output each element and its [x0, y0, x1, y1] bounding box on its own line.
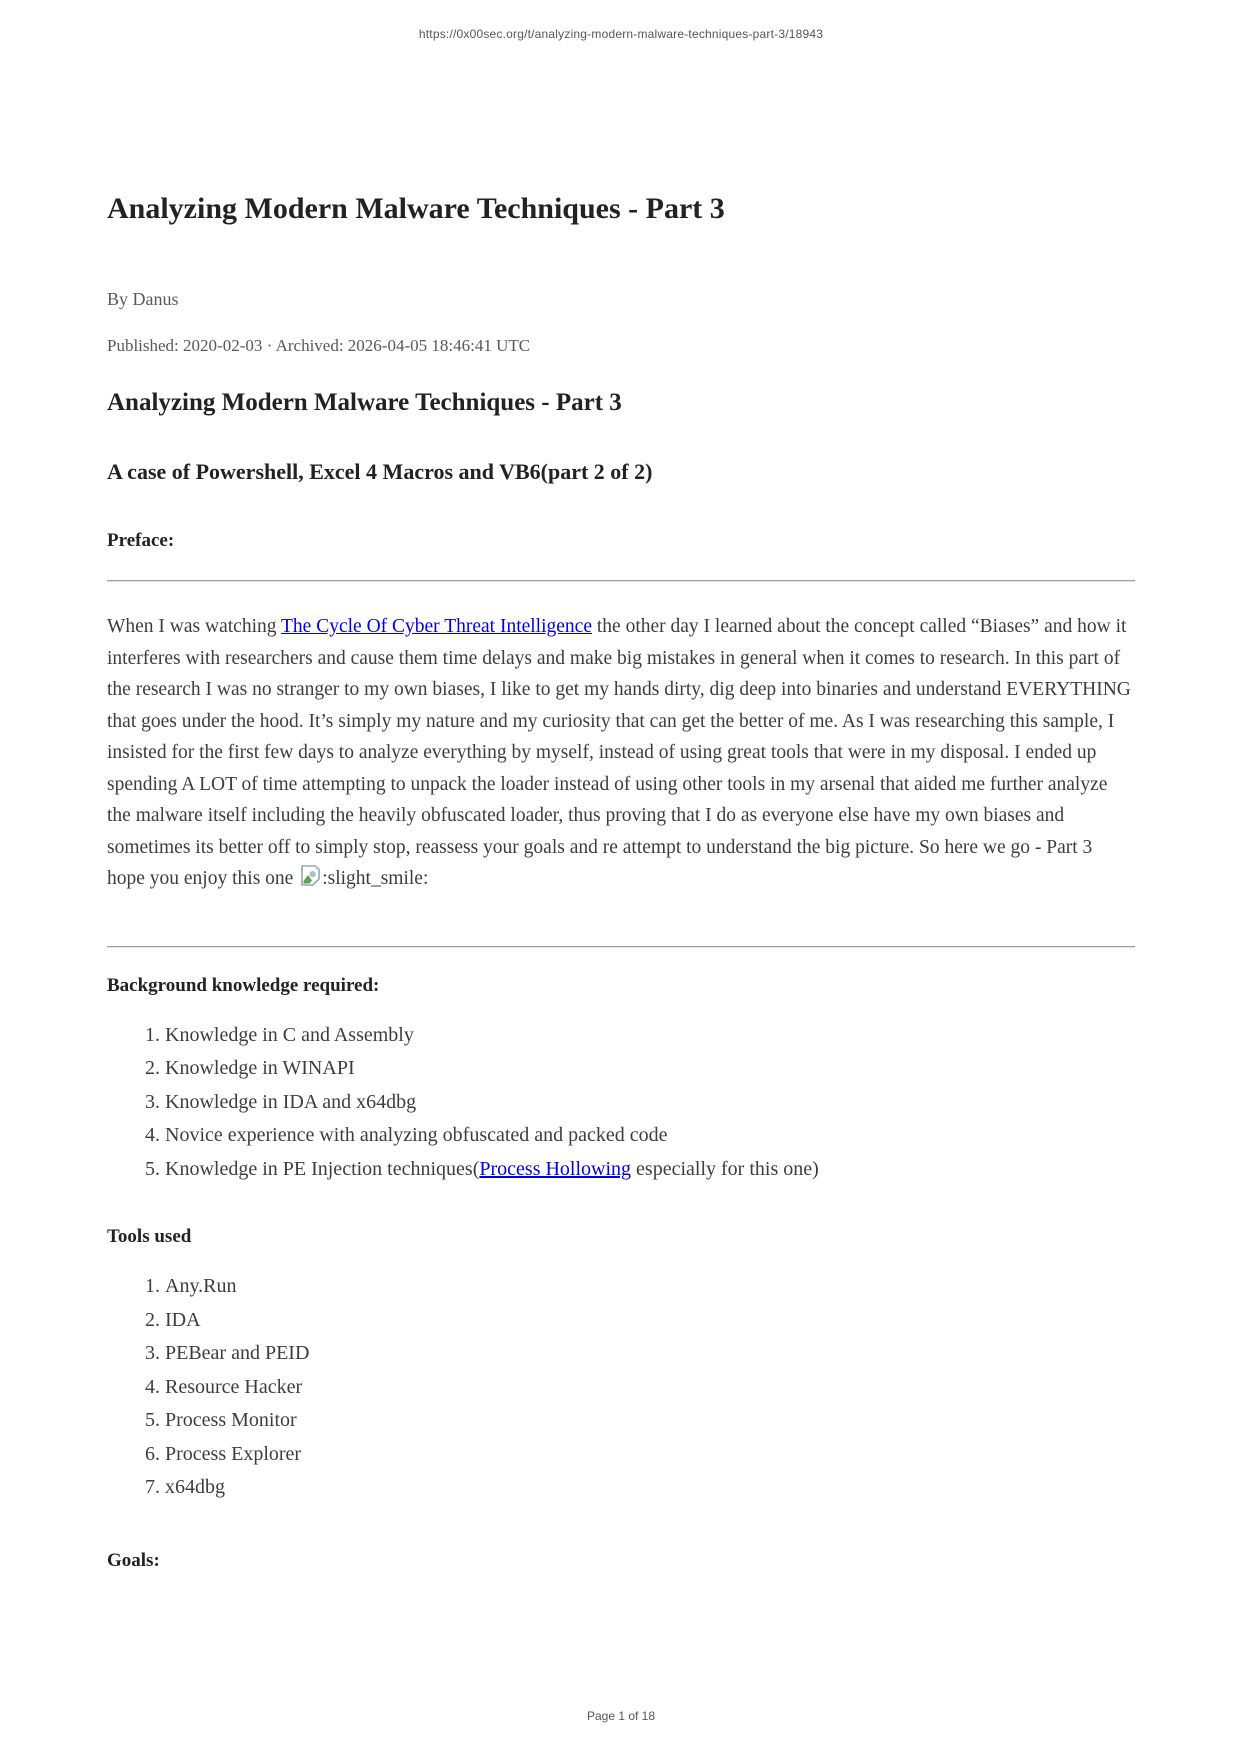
preface-heading: Preface: — [107, 530, 175, 551]
list-item: 6. Process Explorer — [165, 1438, 1135, 1472]
byline: By Danus — [107, 289, 179, 309]
list-item-text: Knowledge in PE Injection techniques( — [165, 1157, 480, 1180]
goals-heading: Goals: — [107, 1549, 160, 1571]
broken-image-icon — [300, 864, 321, 898]
header-url: https://0x00sec.org/t/analyzing-modern-malware-techniques-part-3/18943 — [418, 27, 824, 41]
article-content — [0, 191, 1242, 1572]
article-heading: Analyzing Modern Malware Techniques - Part 3 — [107, 389, 622, 416]
list-item: 3. Knowledge in IDA and x64dbg — [165, 1086, 1135, 1120]
paragraph-text: When I was watching — [107, 616, 282, 637]
list-item: 1. Knowledge in C and Assembly — [165, 1019, 1135, 1053]
process-hollowing-link[interactable]: Process Hollowing — [479, 1157, 632, 1180]
tools-list — [107, 1270, 1135, 1505]
list-item: 5. Process Monitor — [165, 1404, 1135, 1438]
list-item: 4. Novice experience with analyzing obfuscated and packed code — [165, 1119, 1135, 1153]
tools-heading: Tools used — [107, 1226, 192, 1247]
list-item: 2. IDA — [165, 1304, 1135, 1338]
background-heading: Background knowledge required: — [107, 974, 380, 996]
list-item: 3. PEBear and PEID — [165, 1337, 1135, 1371]
list-item: 1. Any.Run — [165, 1270, 1135, 1304]
list-item: 7. x64dbg — [165, 1471, 1135, 1505]
list-item: 4. Resource Hacker — [165, 1371, 1135, 1405]
emoji-shortcode: :slight_smile: — [322, 868, 429, 889]
preface-paragraph — [107, 611, 1135, 898]
list-item-text: especially for this one) — [631, 1157, 819, 1180]
background-list — [107, 1019, 1135, 1187]
page-number: Page 1 of 18 — [586, 1709, 656, 1723]
page-title: Analyzing Modern Malware Techniques - Part 3 — [107, 192, 725, 225]
paragraph-text: the other day I learned about the concept called “Biases” and how it interferes with researchers and cause them time delays and make big mistakes in general when it comes to research. In this part of the research I was no stranger to my own biases, I like to get my hands dirty, dig deep into binaries and understand EVERYTHING that goes under the hood. It’s simply my nature and my curiosity that can get the better of me. As I was researching this sample, I insisted for the first few days to analyze everything by myself, instead of using great tools that were in my disposal. I ended up spending A LOT of time attempting to unpack the loader instead of using other tools in my arsenal that aided me further analyze the malware itself including the heavily obfuscated loader, thus proving that I do as everyone else have my own biases and sometimes its better off to simply stop, reassess your goals and re attempt to understand the big picture. So here we go - Part 3 hope you enjoy this one — [107, 616, 1131, 889]
article-subheading: A case of Powershell, Excel 4 Macros and VB6(part 2 of 2) — [107, 459, 653, 484]
divider — [107, 946, 1135, 948]
list-item — [165, 1153, 1135, 1187]
cyber-threat-intelligence-link[interactable]: The Cycle Of Cyber Threat Intelligence — [281, 616, 592, 637]
list-item: 2. Knowledge in WINAPI — [165, 1052, 1135, 1086]
published-archived-line: Published: 2020-02-03 · Archived: 2026-04-05 18:46:41 UTC — [107, 336, 531, 355]
divider — [107, 580, 1135, 582]
